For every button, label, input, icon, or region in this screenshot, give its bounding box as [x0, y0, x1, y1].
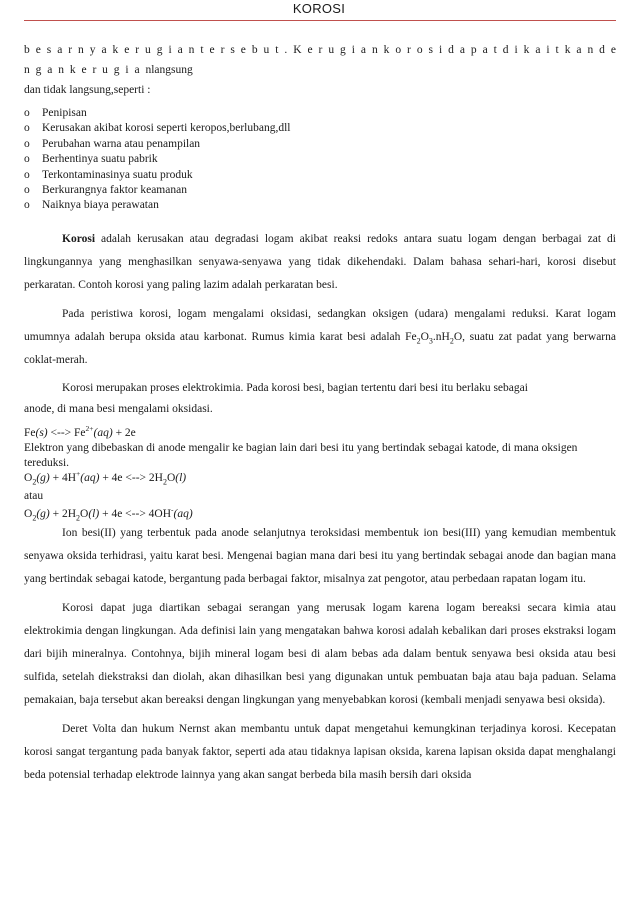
bullet-marker: o: [24, 137, 30, 150]
intro-line2: dan tidak langsung,seperti :: [24, 84, 151, 96]
list-item: o Berkurangnya faktor keamanan: [24, 183, 616, 198]
electrochem-paragraph: Korosi merupakan proses elektrokimia. Pada korosi besi, bagian tertentu dari besi itu berlaku sebagai anode, di mana besi mengalami oksidasi.: [24, 381, 528, 415]
bullet-marker: o: [24, 168, 30, 181]
list-item: o Naiknya biaya perawatan: [24, 198, 616, 213]
volta-nernst-paragraph: Deret Volta dan hukum Nernst akan membantu untuk dapat mengetahui kemungkinan terjadinya korosi. Kecepatan korosi sangat tergantung pada banyak faktor, seperti ada atau tidaknya lapisan oksida, karena lapisan oksida dapat menghalangi beda potensial terhadap elektrode lainnya yang akan sangat berbeda bila masih bersih dari oksida: [24, 722, 616, 781]
loss-list: [24, 106, 616, 214]
bullet-marker: o: [24, 107, 30, 119]
list-item: o Terkontaminasinya suatu produk: [24, 168, 616, 183]
list-item: o Berhentinya suatu pabrik: [24, 152, 616, 167]
document-body: [24, 40, 616, 787]
bullet-marker: o: [24, 122, 30, 135]
list-item: o Kerusakan akibat korosi seperti keropos,berlubang,dll: [24, 121, 616, 136]
corrosion-definition-paragraph: Korosi dapat juga diartikan sebagai serangan yang merusak logam karena logam bereaksi secara kimia atau elektrokimia dengan lingkungan. Ada definisi lain yang mengatakan bahwa korosi adalah kebalikan dari proses ekstraksi logam dari bijih mineralnya. Contohnya, bijih mineral logam besi di alam bebas ada dalam bentuk senyawa besi oksida atau besi sulfida, setelah diekstraksi dan diolah, akan dihasilkan besi yang digunakan untuk pembuatan baja atau baja paduan. Selama pemakaian, baja tersebut akan bereaksi dengan lingkungan yang menyebabkan korosi (kembali menjadi senyawa besi oksida).: [24, 601, 616, 706]
rust-formation-paragraph: Ion besi(II) yang terbentuk pada anode selanjutnya teroksidasi membentuk ion besi(III) yang kemudian membentuk senyawa oksida terhidrasi, yaitu karat besi. Mengenai bagian mana dari besi itu yang bertindak sebagai anode dan bagian mana yang bertindak sebagai katode, bergantung pada berbagai faktor, misalnya zat pengotor, atau perbedaan rapatan logam itu.: [24, 526, 616, 585]
bullet-marker: o: [24, 184, 30, 197]
term-korosi: Korosi: [62, 232, 96, 245]
bullet-marker: o: [24, 153, 30, 166]
list-item: o Penipisan: [24, 106, 616, 121]
oxidation-paragraph: Pada peristiwa korosi, logam mengalami oksidasi, sedangkan oksigen (udara) mengalami reduksi. Karat logam umumnya adalah berupa oksida atau karbonat. Rumus kimia karat besi adalah $Fe_2O_3.nH_2O$, suatu zat padat yang berwarna coklat-merah.: [24, 307, 616, 366]
atau-text: atau: [24, 489, 44, 502]
page-title: KOROSI: [292, 1, 346, 16]
equation-anode: Fe(s) <--> $Fe^{2+}(aq) + 2e$: [24, 424, 136, 439]
bullet-marker: o: [24, 199, 30, 212]
intro-paragraph: [24, 40, 616, 100]
intro-line1: b e s a r n y a k e r u g i a n t e r s e b u t . K e r u g i a n k o r o s i d a p a t d i k a i t k a n d e n g a n k e r u g i a n: [24, 44, 616, 76]
list-item: o Perubahan warna atau penampilan: [24, 137, 616, 152]
equation-cathode-acid: $O_2(g) + 4H^+(aq) + 4e$ <--> $2H_2O(l)$: [24, 469, 187, 487]
intro-line1-end: langsung: [151, 64, 193, 76]
electron-text: Elektron yang dibebaskan di anode mengalir ke bagian lain dari besi itu yang bertindak sebagai katode, di mana oksigen tereduksi.: [24, 441, 578, 469]
header-rule: [24, 20, 616, 21]
equation-cathode-neutral: $O_2(g) + 2H_2O(l) + 4e$ <--> 4OH-(aq): [24, 505, 193, 523]
definition-paragraph: Korosi adalah kerusakan atau degradasi logam akibat reaksi redoks antara suatu logam dengan berbagai zat di lingkungannya yang menghasilkan senyawa-senyawa yang tidak dikehendaki. Dalam bahasa sehari-hari, korosi disebut perkaratan. Contoh korosi yang paling lazim adalah perkaratan besi.: [24, 232, 616, 291]
